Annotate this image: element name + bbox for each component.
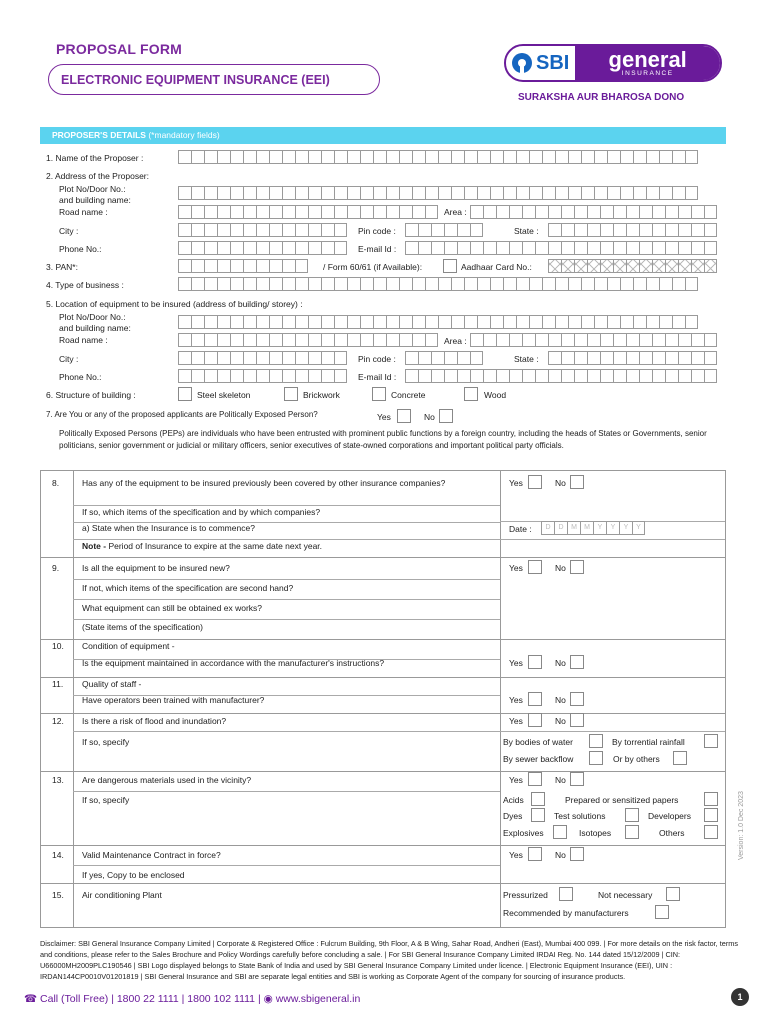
q8-yes-checkbox[interactable] — [528, 475, 542, 489]
q13-no-checkbox[interactable] — [570, 772, 584, 786]
q15-not-necessary-checkbox[interactable] — [666, 887, 680, 901]
label-concrete: Concrete — [391, 390, 426, 400]
label-pep-yes: Yes — [377, 412, 391, 422]
q14-no-checkbox[interactable] — [570, 847, 584, 861]
q8-note-text: Period of Insurance to expire at the same date next year. — [106, 541, 323, 551]
aadhaar-input[interactable] — [548, 259, 717, 273]
q8-question: Has any of the equipment to be insured previously been covered by other insurance companies? — [82, 478, 446, 488]
q11-no-checkbox[interactable] — [570, 692, 584, 706]
label-pep-no: No — [424, 412, 435, 422]
q13-opt-test: Test solutions — [554, 811, 606, 821]
q13-yes-checkbox[interactable] — [528, 772, 542, 786]
q12-opt-rain: By torrential rainfall — [612, 737, 685, 747]
steel-checkbox[interactable] — [178, 387, 192, 401]
q8-no-label: No — [555, 478, 566, 488]
q12-others-checkbox[interactable] — [673, 751, 687, 765]
q11-yes-checkbox[interactable] — [528, 692, 542, 706]
q13-number: 13. — [52, 775, 64, 785]
q12-opt-water: By bodies of water — [503, 737, 573, 747]
q13-sub: If so, specify — [82, 795, 130, 805]
section-note: (*mandatory fields) — [148, 130, 220, 140]
q12-sub: If so, specify — [82, 737, 130, 747]
q12-yes-label: Yes — [509, 716, 523, 726]
label-pep: 7. Are You or any of the proposed applicants are Politically Exposed Person? — [46, 410, 318, 419]
q12-question: Is there a risk of flood and inundation? — [82, 716, 227, 726]
q13-papers-checkbox[interactable] — [704, 792, 718, 806]
label-brick: Brickwork — [303, 390, 340, 400]
wood-checkbox[interactable] — [464, 387, 478, 401]
q9-question: Is all the equipment to be insured new? — [82, 563, 230, 573]
q13-yes-label: Yes — [509, 775, 523, 785]
date-month-1: M — [567, 521, 580, 535]
area-input[interactable] — [470, 205, 717, 219]
q8-no-checkbox[interactable] — [570, 475, 584, 489]
q12-water-checkbox[interactable] — [589, 734, 603, 748]
q9-sub-d: (State items of the specification) — [82, 622, 203, 632]
loc-pincode-input[interactable] — [405, 351, 483, 365]
label-loc-phone: Phone No.: — [59, 372, 102, 382]
date-year-1: Y — [593, 521, 606, 535]
label-loc-road: Road name : — [59, 335, 108, 345]
q11-no-label: No — [555, 695, 566, 705]
label-pincode: Pin code : — [358, 226, 396, 236]
q8-note-bold: Note - — [82, 541, 107, 551]
loc-state-input[interactable] — [548, 351, 717, 365]
pan-input[interactable] — [178, 259, 308, 273]
logo-insurance-text: INSURANCE — [621, 69, 674, 77]
q14-no-label: No — [555, 850, 566, 860]
q9-yes-label: Yes — [509, 563, 523, 573]
label-form60: / Form 60/61 (if Available): — [323, 262, 423, 272]
q12-rain-checkbox[interactable] — [704, 734, 718, 748]
q8-number: 8. — [52, 478, 60, 488]
label-loc-email: E-mail Id : — [358, 372, 397, 382]
label-loc-city: City : — [59, 354, 79, 364]
q9-number: 9. — [52, 563, 60, 573]
q11-number: 11. — [52, 679, 64, 689]
q14-yes-label: Yes — [509, 850, 523, 860]
sbi-general-logo — [504, 44, 722, 82]
q10-no-label: No — [555, 658, 566, 668]
plot-input[interactable] — [178, 186, 698, 200]
logo-general-text: general — [608, 46, 687, 72]
loc-city-input[interactable] — [178, 351, 347, 365]
label-address: 2. Address of the Proposer: — [46, 171, 150, 181]
name-input[interactable] — [178, 150, 698, 164]
q15-opt-not-necessary: Not necessary — [598, 890, 653, 900]
label-city: City : — [59, 226, 79, 236]
q15-pressurized-checkbox[interactable] — [559, 887, 573, 901]
q15-question: Air conditioning Plant — [82, 890, 162, 900]
disclaimer: Disclaimer: SBI General Insurance Company Limited | Corporate & Registered Office : Fulcrum Building, 9th Floor, A & B Wing, Sahar Road, Andheri (East), Mumbai 400 099. | For more details on the risk factor, terms and conditions, please refer to the Sales Brochure and Policy Wordings carefully before concluding a sale. | For SBI General Insurance Company Limited IRDAI Reg. No. 144 dated 15/12/2009 | CIN: U66000MH2009PLC190546 | SBI Logo displayed belongs to State Bank of India and used by SBI General Insurance Company Limited under licence. | Electronic Equipment Insurance (EEI), UIN : IRDAN144CP0010V01201819 | SBI General Insurance and SBI are separate legal entities and SBI is working as Corporate Agent of the company for sourcing of insurance products. — [40, 939, 738, 981]
label-location: 5. Location of equipment to be insured (address of building/ storey) : — [46, 299, 303, 309]
q11-question: Quality of staff - — [82, 679, 142, 689]
label-aadhaar: Aadhaar Card No.: — [461, 262, 532, 272]
q15-opt-recommended: Recommended by manufacturers — [503, 908, 629, 918]
label-road: Road name : — [59, 207, 108, 217]
q13-opt-acids: Acids — [503, 795, 524, 805]
q13-no-label: No — [555, 775, 566, 785]
label-pan: 3. PAN*: — [46, 262, 78, 272]
concrete-checkbox[interactable] — [372, 387, 386, 401]
date-month-2: M — [580, 521, 593, 535]
website-link[interactable]: www.sbigeneral.in — [275, 993, 361, 1005]
q13-opt-others: Others — [659, 828, 685, 838]
label-plot: Plot No/Door No.: — [59, 184, 126, 194]
q8-yes-label: Yes — [509, 478, 523, 488]
q13-explosives-checkbox[interactable] — [553, 825, 567, 839]
form-subtitle: ELECTRONIC EQUIPMENT INSURANCE (EEI) — [48, 64, 380, 95]
q8-note — [82, 541, 322, 551]
pep-note: Politically Exposed Persons (PEPs) are individuals who have been entrusted with prominent public functions by a foreign country, including the heads of States or Governments, senior politicians, senior government or judicial or military officers, senior executives of state-owned corporations and important political party officials. — [59, 429, 707, 450]
date-label: Date : — [509, 524, 532, 534]
q12-opt-sewer: By sewer backflow — [503, 754, 574, 764]
q8-sub-b: If so, which items of the specification and by which companies? — [82, 507, 321, 517]
label-state: State : — [514, 226, 539, 236]
q13-acids-checkbox[interactable] — [531, 792, 545, 806]
label-steel: Steel skeleton — [197, 390, 251, 400]
label-phone: Phone No.: — [59, 244, 102, 254]
business-input[interactable] — [178, 277, 698, 291]
loc-area-input[interactable] — [470, 333, 717, 347]
q10-number: 10. — [52, 641, 64, 651]
q12-number: 12. — [52, 716, 64, 726]
email-input[interactable] — [405, 241, 717, 255]
q11-sub: Have operators been trained with manufacturer? — [82, 695, 265, 705]
q14-question: Valid Maintenance Contract in force? — [82, 850, 221, 860]
q14-number: 14. — [52, 850, 64, 860]
q12-yes-checkbox[interactable] — [528, 713, 542, 727]
q13-opt-explosives: Explosives — [503, 828, 544, 838]
section-header — [40, 127, 726, 144]
form60-checkbox[interactable] — [443, 259, 457, 273]
label-plot-2: and building name: — [59, 195, 131, 205]
q9-sub-c: What equipment can still be obtained ex works? — [82, 603, 263, 613]
sbi-keyhole-icon — [512, 53, 532, 73]
pep-no-checkbox[interactable] — [439, 409, 453, 423]
q15-number: 15. — [52, 890, 64, 900]
city-input[interactable] — [178, 223, 347, 237]
date-day-2: D — [554, 521, 567, 535]
label-loc-pincode: Pin code : — [358, 354, 396, 364]
q13-test-checkbox[interactable] — [625, 808, 639, 822]
q13-developers-checkbox[interactable] — [704, 808, 718, 822]
q14-sub: If yes, Copy to be enclosed — [82, 870, 185, 880]
q12-opt-others: Or by others — [613, 754, 660, 764]
q15-opt-pressurized: Pressurized — [503, 890, 548, 900]
label-area: Area : — [444, 207, 467, 217]
q12-no-checkbox[interactable] — [570, 713, 584, 727]
label-loc-state: State : — [514, 354, 539, 364]
pincode-input[interactable] — [405, 223, 483, 237]
label-loc-area: Area : — [444, 336, 467, 346]
q13-opt-isotopes: Isotopes — [579, 828, 612, 838]
q13-others-checkbox[interactable] — [704, 825, 718, 839]
globe-icon: ◉ — [263, 993, 273, 1005]
q10-yes-label: Yes — [509, 658, 523, 668]
q9-yes-checkbox[interactable] — [528, 560, 542, 574]
q10-yes-checkbox[interactable] — [528, 655, 542, 669]
q9-no-checkbox[interactable] — [570, 560, 584, 574]
q13-opt-dyes: Dyes — [503, 811, 523, 821]
q9-no-label: No — [555, 563, 566, 573]
loc-phone-input[interactable] — [178, 369, 347, 383]
q10-no-checkbox[interactable] — [570, 655, 584, 669]
phone-input[interactable] — [178, 241, 347, 255]
label-loc-plot: Plot No/Door No.: — [59, 312, 126, 322]
label-structure: 6. Structure of building : — [46, 390, 136, 400]
pep-yes-checkbox[interactable] — [397, 409, 411, 423]
version-label: Version: 1.0 Dec 2023 — [738, 791, 745, 860]
q10-sub: Is the equipment maintained in accordance with the manufacturer's instructions? — [82, 658, 385, 668]
commence-date-input[interactable] — [541, 521, 645, 535]
section-title: PROPOSER'S DETAILS — [52, 130, 146, 140]
loc-plot-input[interactable] — [178, 315, 698, 329]
q11-yes-label: Yes — [509, 695, 523, 705]
logo-sbi-text: SBI — [536, 51, 570, 74]
label-business: 4. Type of business : — [46, 280, 124, 290]
page-number: 1 — [731, 988, 749, 1006]
q12-sewer-checkbox[interactable] — [589, 751, 603, 765]
phone-icon: ☎ — [24, 993, 38, 1005]
q13-question: Are dangerous materials used in the vicinity? — [82, 775, 252, 785]
q10-question: Condition of equipment - — [82, 641, 175, 651]
contact-numbers: Call (Toll Free) | 1800 22 1111 | 1800 102 1111 | — [40, 993, 261, 1005]
tagline: SURAKSHA AUR BHAROSA DONO — [518, 92, 685, 103]
q13-opt-developers: Developers — [648, 811, 691, 821]
date-day-1: D — [541, 521, 554, 535]
q9-sub-b: If not, which items of the specification are second hand? — [82, 583, 294, 593]
form-title: PROPOSAL FORM — [56, 41, 183, 57]
label-email: E-mail Id : — [358, 244, 397, 254]
brick-checkbox[interactable] — [284, 387, 298, 401]
date-year-4: Y — [632, 521, 645, 535]
label-name: 1. Name of the Proposer : — [46, 153, 144, 163]
label-wood: Wood — [484, 390, 507, 400]
q12-no-label: No — [555, 716, 566, 726]
state-input[interactable] — [548, 223, 717, 237]
date-year-3: Y — [619, 521, 632, 535]
date-year-2: Y — [606, 521, 619, 535]
contact-line — [24, 993, 360, 1005]
q14-yes-checkbox[interactable] — [528, 847, 542, 861]
q15-recommended-checkbox[interactable] — [655, 905, 669, 919]
loc-email-input[interactable] — [405, 369, 717, 383]
road-input[interactable] — [178, 205, 438, 219]
q13-dyes-checkbox[interactable] — [531, 808, 545, 822]
loc-road-input[interactable] — [178, 333, 438, 347]
q13-isotopes-checkbox[interactable] — [625, 825, 639, 839]
label-loc-plot-2: and building name: — [59, 323, 131, 333]
q8-sub-c: a) State when the Insurance is to commence? — [82, 523, 255, 533]
q13-opt-papers: Prepared or sensitized papers — [565, 795, 679, 805]
